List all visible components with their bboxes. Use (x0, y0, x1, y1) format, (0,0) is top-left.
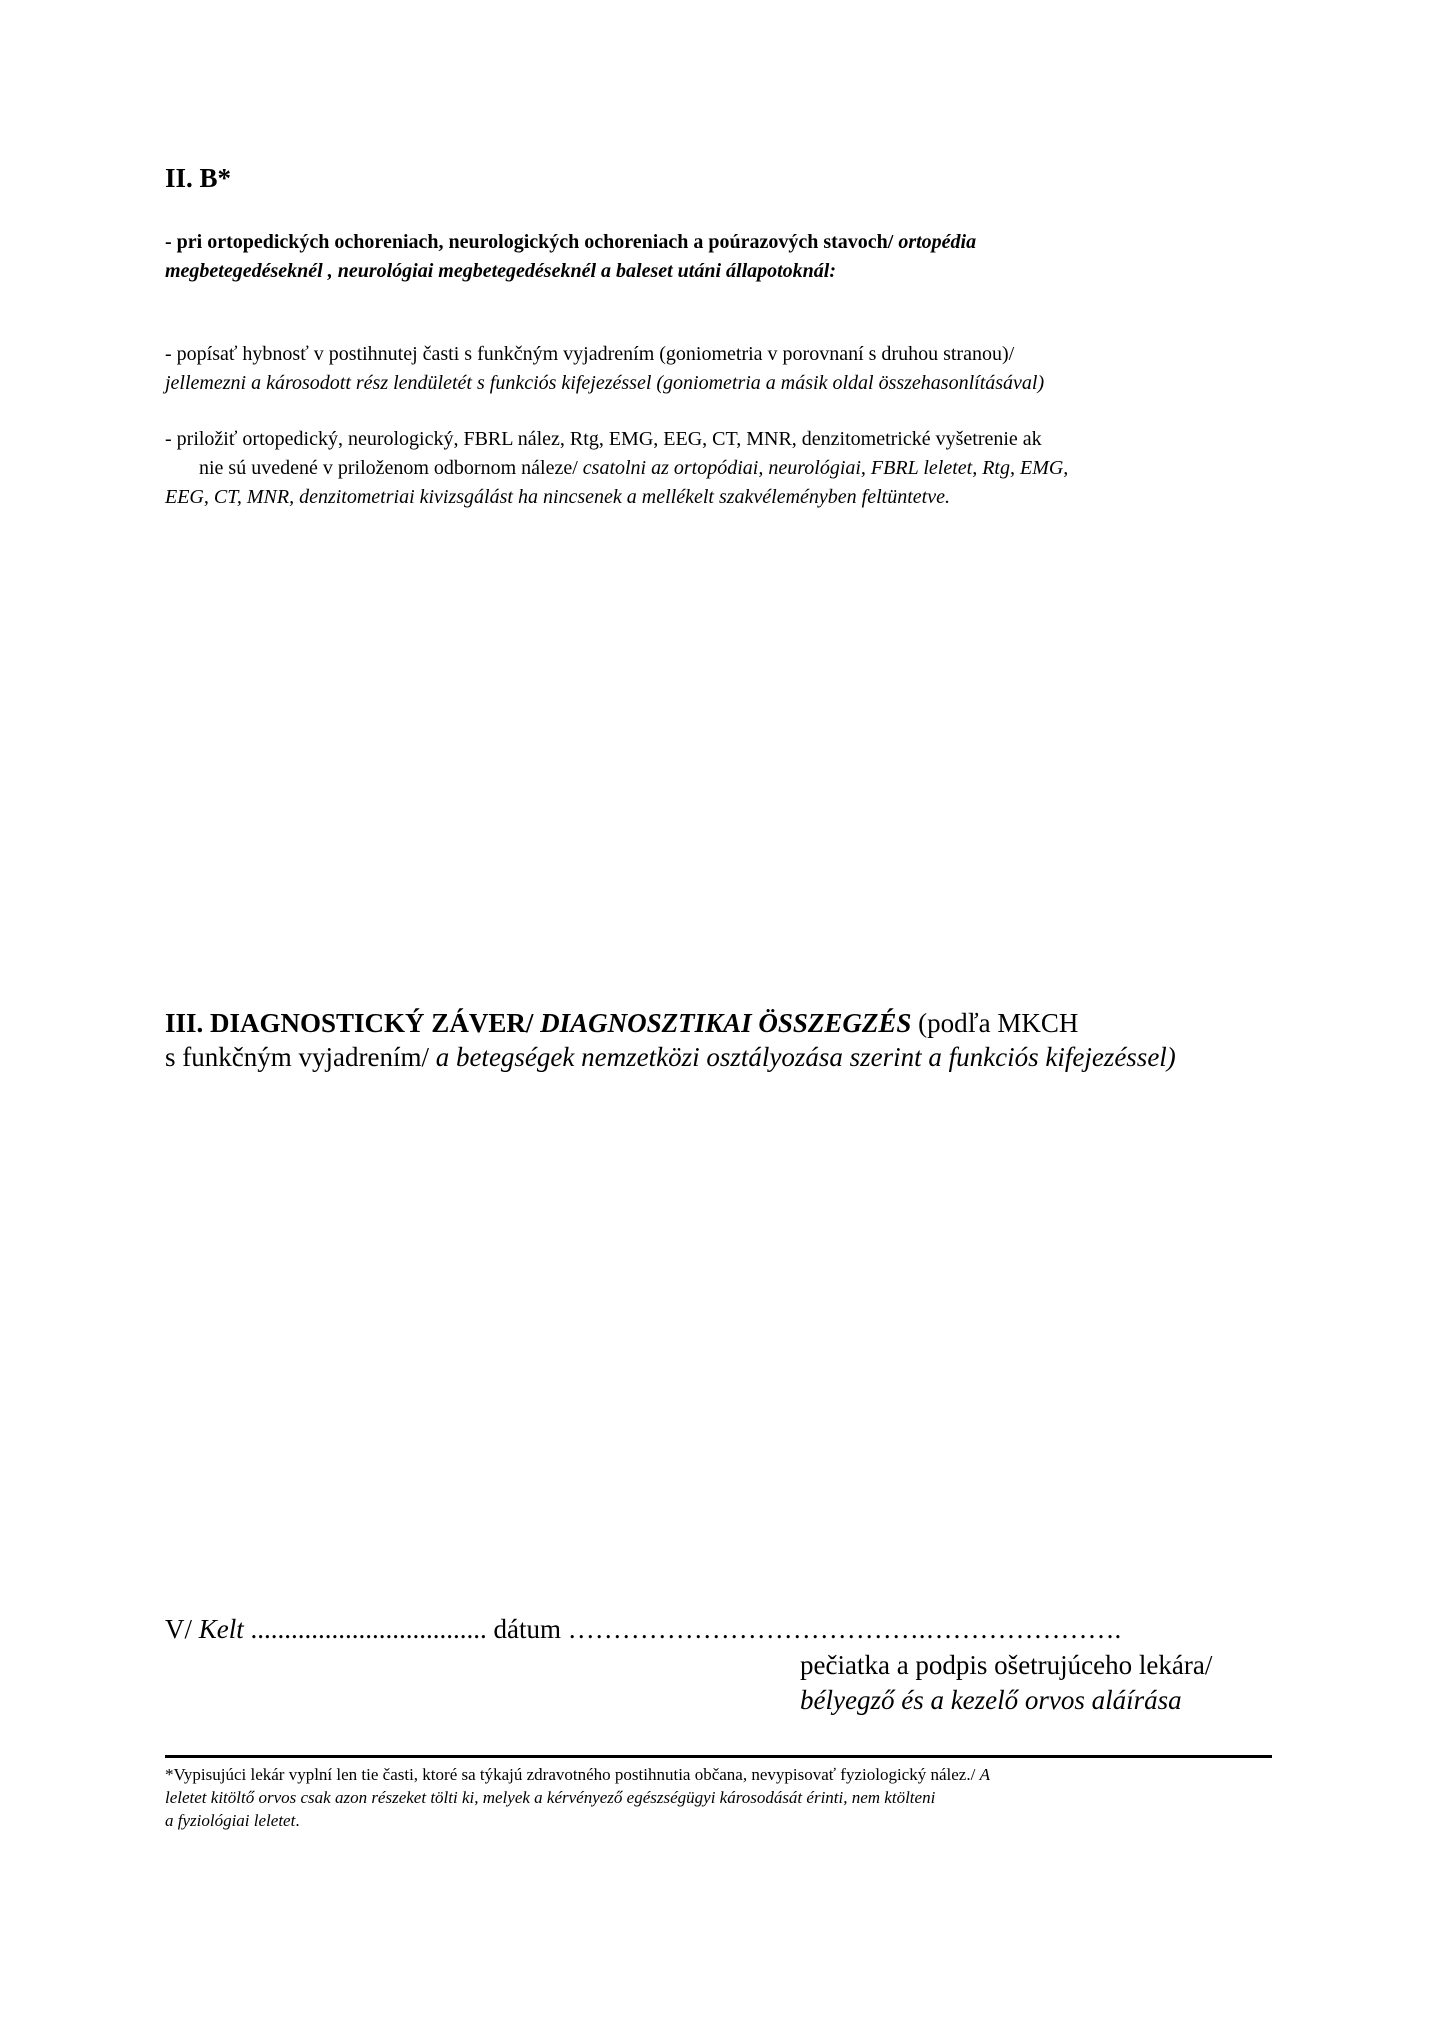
section-3-title-bold: III. DIAGNOSTICKÝ ZÁVER/ (165, 1008, 541, 1038)
section-2b-intro-line1 (165, 228, 976, 257)
section-3-subtitle-italic: a betegségek nemzetközi osztályozása szerint a funkciós kifejezéssel) (435, 1042, 1176, 1072)
section-3-title (165, 1006, 1176, 1040)
item2-line1: - priložiť ortopedický, neurologický, FBRL nález, Rtg, EMG, EEG, CT, MNR, denzitometrické vyšetrenie ak (165, 428, 1042, 450)
place-field-dots[interactable]: ................................... (243, 1614, 487, 1644)
date-field-dots[interactable]: ………………………………….…………………. (567, 1614, 1122, 1644)
footnote-line3-italic: a fyziológiai leletet (165, 1811, 296, 1830)
section-2b-intro (165, 228, 976, 286)
footnote-line1 (165, 1763, 990, 1786)
item2-line3: EEG, CT, MNR, denzitometriai kivizsgálást ha nincsenek a mellékelt szakvéleményben feltüntetve. (165, 486, 950, 508)
item2-line2 (165, 454, 1068, 483)
place-label: Kelt (198, 1614, 244, 1644)
footnote-line1-normal: *Vypisujúci lekár vyplní len tie časti, ktoré sa týkajú zdravotného postihnutia občana, nevypisovať fyziologický nález./ (165, 1765, 980, 1784)
footnote-line3-normal: . (295, 1811, 300, 1830)
signature-stamp-label (800, 1648, 1212, 1718)
section-2b-intro-line2: megbetegedéseknél , neurológiai megbetegedéseknél a baleset utáni állapotoknál: (165, 260, 837, 282)
footnote-line2: leletet kitöltő orvos csak azon részeket tölti ki, melyek a kérvényező egészségügyi károsodását érinti, nem ktölteni (165, 1788, 936, 1807)
item2-line2-normal-text: nie sú uvedené v priloženom odbornom náleze/ (199, 457, 583, 479)
footnote-line1-italic: A (979, 1765, 990, 1784)
footnote (165, 1763, 990, 1832)
section-3-subtitle (165, 1040, 1176, 1074)
item2-line2-italic-text: csatolni az ortopódiai, neurológiai, FBRL leletet, Rtg, EMG, (582, 457, 1069, 479)
footnote-divider (165, 1755, 1272, 1758)
section-3-title-bold-italic: DIAGNOSZTIKAI ÖSSZEGZÉS (540, 1008, 912, 1038)
intro-line1-italic-text: ortopédia (898, 231, 977, 253)
section-3-title-tail: (podľa MKCH (911, 1008, 1079, 1038)
place-prefix: V/ (165, 1614, 199, 1644)
footnote-line3 (165, 1809, 990, 1832)
instruction-item-attachments (165, 425, 1068, 512)
section-3-subtitle-normal: s funkčným vyjadrením/ (165, 1042, 436, 1072)
date-label: dátum (486, 1614, 568, 1644)
instruction-item-mobility (165, 340, 1044, 398)
item1-line1: - popísať hybnosť v postihnutej časti s funkčným vyjadrením (goniometria v porovnaní s druhou stranou)/ (165, 343, 1015, 365)
intro-line1-bold-text: - pri ortopedických ochoreniach, neurologických ochoreniach a poúrazových stavoch/ (165, 231, 899, 253)
place-date-row (165, 1614, 1121, 1645)
section-3-diagnostic-conclusion (165, 1006, 1176, 1074)
signature-label-line2: bélyegző és a kezelő orvos aláírása (800, 1685, 1182, 1715)
item1-line2: jellemezni a károsodott rész lendületét s funkciós kifejezéssel (goniometria a másik oldal összehasonlításával) (165, 372, 1045, 394)
signature-label-line1: pečiatka a podpis ošetrujúceho lekára/ (800, 1650, 1213, 1680)
section-2b-heading: II. B* (165, 163, 232, 193)
